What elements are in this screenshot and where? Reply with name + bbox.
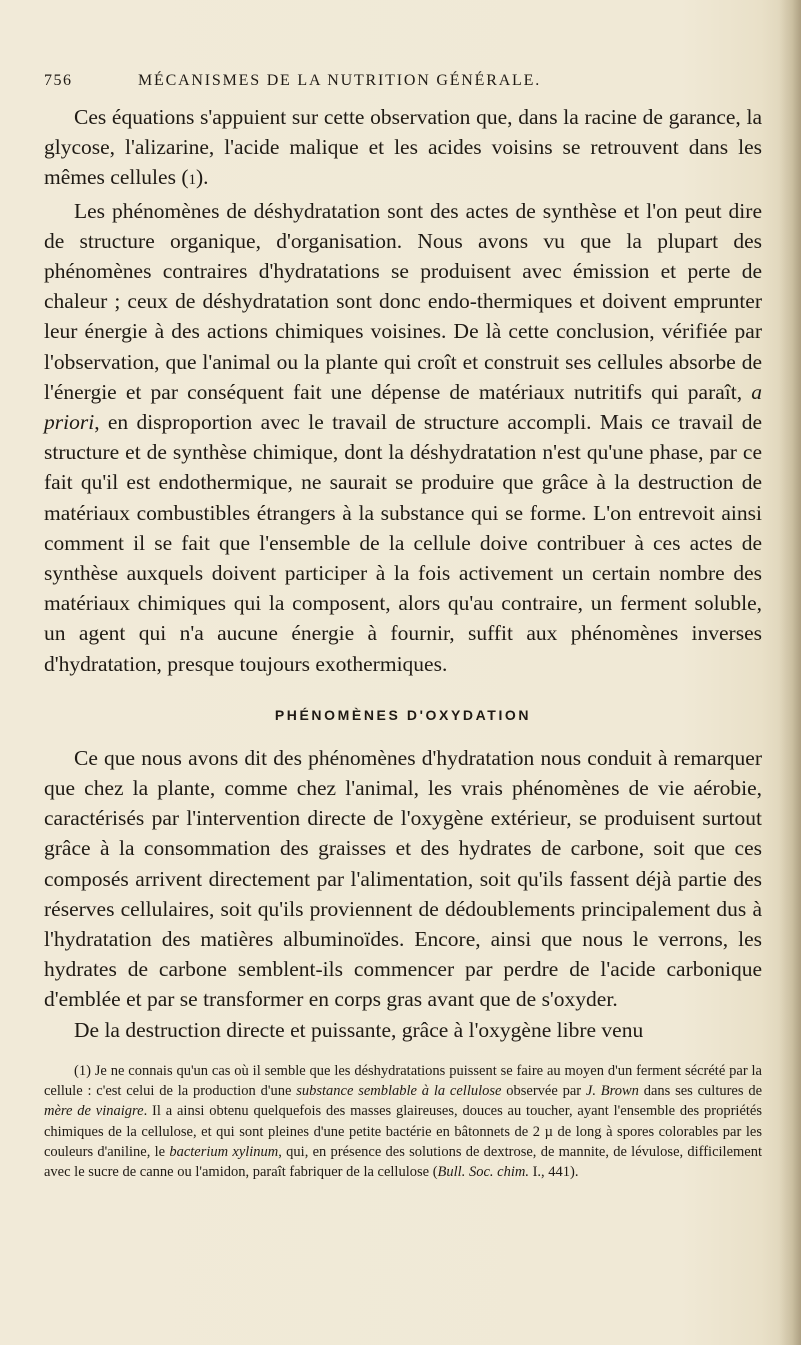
paragraph-text: Ces équations s'appuient sur cette observation que, dans la racine de garance, la glycose, l'alizarine, l'acide malique et les acides voisins se retrouvent dans les mêmes cellules (	[44, 105, 762, 190]
footnote-text: dans ses cultures de	[638, 1083, 762, 1100]
footnote-text: I., 441).	[528, 1164, 579, 1181]
paragraph-text: , en disproportion avec le travail de structure accompli. Mais ce travail de structure et de synthèse chimique, dont la déshydratation n'est qu'une phase, par ce fait qu'il est endothermique, ne saurait se produire que grâce à la destruction de matériaux combustibles étrangers à la substance qui se forme. L'on entrevoit ainsi comment il se fait que l'ensemble de la cellule doive contribuer à ces actes de synthèse auxquels doivent participer à la fois activement un certain nombre des matériaux chimiques qui la composent, alors qu'au contraire, un ferment soluble, un agent qui n'a aucune énergie à fournir, suffit aux phénomènes inverses d'hydratation, presque toujours exothermiques.	[44, 410, 762, 676]
paragraph-oxidation: Ce que nous avons dit des phénomènes d'hydratation nous conduit à remarquer que chez la plante, comme chez l'animal, les vrais phénomènes de vie aérobie, caractérisés par l'intervention directe de l'oxygène extérieur, se produisent surtout grâce à la consommation des graisses et des hydrates de carbone, soit que ces composés arrivent directement par l'alimentation, soit qu'ils fassent déjà partie des réserves cellulaires, soit qu'ils proviennent de dédoublements principalement dus à l'hydratation des matières albuminoïdes. Encore, ainsi que nous le verrons, les hydrates de carbone semblent-ils commencer par perdre de l'acide carbonique d'emblée et par se transformer en corps gras avant que de s'oxyder.	[44, 745, 762, 1012]
body-text	[44, 102, 762, 1183]
running-head-title: MÉCANISMES DE LA NUTRITION GÉNÉRALE.	[138, 72, 542, 89]
footnote-text: , qui, en présence des solutions de dextrose, de mannite, de lévulose, difficilement avec le sucre de canne ou l'amidon, paraît fabriquer de la cellulose (	[44, 1144, 763, 1181]
footnote-italic: J. Brown	[585, 1083, 639, 1100]
footnote-italic: bacterium xylinum	[169, 1144, 279, 1161]
footnote	[44, 1061, 762, 1183]
italic-a-priori: a priori	[44, 379, 762, 435]
page-edge-shadow	[779, 0, 801, 1345]
footnote-italic: mère de vinaigre	[44, 1103, 144, 1120]
footnote-italic: substance semblable à la cellulose	[296, 1083, 502, 1100]
footnote-text: Je ne connais qu'un cas où il semble que les déshydratations puissent se faire au moyen d'un ferment sécrété par la cellule : c'est celui de la production d'une	[44, 1062, 762, 1100]
footnote-reference: 1	[188, 172, 197, 189]
page-number: 756	[44, 72, 73, 89]
footnote-text: observée par	[501, 1083, 586, 1100]
paragraph-destruction: De la destruction directe et puissante, grâce à l'oxygène libre venu	[74, 1017, 644, 1042]
section-heading: PHÉNOMÈNES D'OXYDATION	[274, 706, 532, 723]
paragraph-text: Les phénomènes de déshydratation sont des actes de synthèse et l'on peut dire de structure organique, d'organisation. Nous avons vu que la plupart des phénomènes contraires d'hydratations se produisent avec émission et perte de chaleur ; ceux de déshydratation sont donc endo-thermiques et doivent emprunter leur énergie à des actions chimiques voisines. De là cette conclusion, vérifiée par l'observation, que l'animal ou la plante qui croît et construit ses cellules absorbe de l'énergie et par conséquent fait une dépense de matériaux nutritifs qui paraît,	[44, 198, 762, 404]
paragraph-dehydration	[44, 196, 762, 679]
footnote-marker: (1)	[74, 1062, 91, 1079]
paragraph-glycose-equations	[44, 102, 762, 196]
paragraph-text: ).	[196, 165, 209, 190]
running-head	[44, 72, 752, 94]
footnote-italic: Bull. Soc. chim.	[437, 1164, 529, 1181]
footnote-text: . Il a ainsi obtenu quelquefois des masses glaireuses, douces au toucher, ayant l'ensemble des propriétés chimiques de la cellulose, et qui sont pleines d'une petite bactérie en bâtonnets de 2 µ de long à spores colorables par les couleurs d'aniline, le	[44, 1103, 762, 1161]
